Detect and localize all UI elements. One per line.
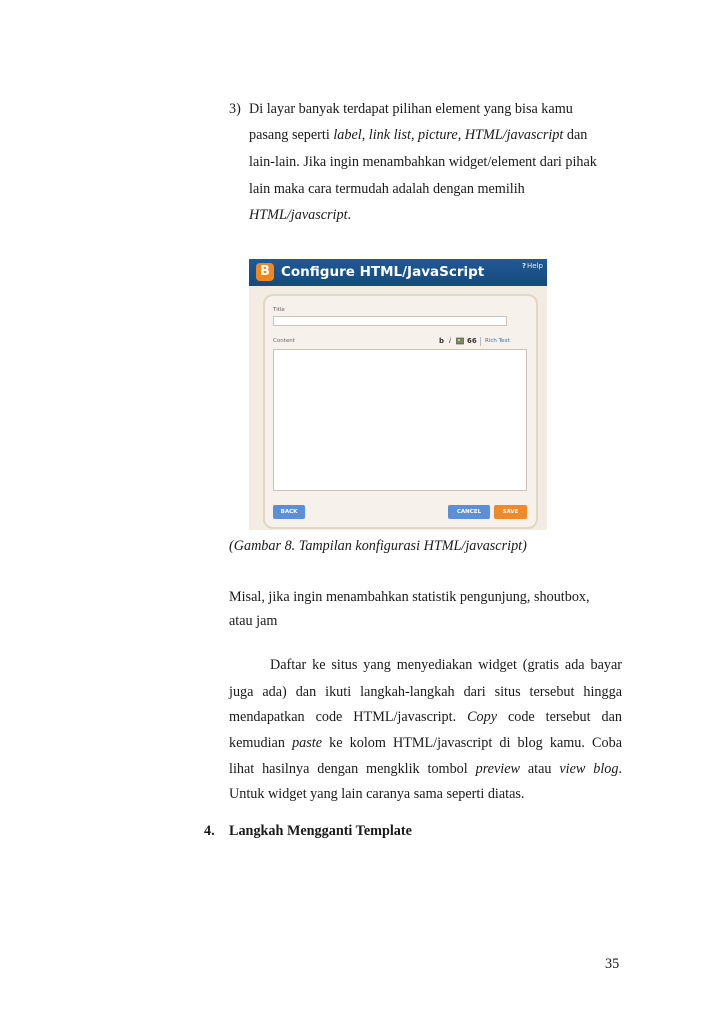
cancel-button[interactable]: CANCEL xyxy=(448,505,490,519)
para2-line-4: kemudian paste ke kolom HTML/javascript di blog kamu. Coba xyxy=(229,735,622,751)
image-icon[interactable] xyxy=(456,337,464,348)
help-link[interactable]: ?Help xyxy=(521,262,543,270)
content-label: Content xyxy=(273,338,295,344)
italic-button[interactable]: i xyxy=(449,337,451,345)
section-title: Langkah Mengganti Template xyxy=(229,823,412,839)
para2-line-1: Daftar ke situs yang menyediakan widget (gratis ada bayar xyxy=(270,657,622,673)
section-number: 4. xyxy=(204,823,215,839)
para1-line-1: Misal, jika ingin menambahkan statistik pengunjung, shoutbox, xyxy=(229,589,590,605)
para2-line-3: mendapatkan code HTML/javascript. Copy code tersebut dan xyxy=(229,709,622,725)
figure-caption: (Gambar 8. Tampilan konfigurasi HTML/javascript) xyxy=(229,538,527,554)
back-button[interactable]: BACK xyxy=(273,505,305,519)
bold-button[interactable]: b xyxy=(439,337,445,345)
item3-line-4: lain maka cara termudah adalah dengan memilih xyxy=(249,181,525,197)
toolbar-separator xyxy=(480,337,481,346)
dialog-title: Configure HTML/JavaScript xyxy=(281,264,485,280)
para2-line-2: juga ada) dan ikuti langkah-langkah dari situs tersebut hingga xyxy=(229,684,622,700)
item3-line-2: pasang seperti label, link list, picture, HTML/javascript dan xyxy=(249,127,588,143)
page-number: 35 xyxy=(605,956,620,972)
help-icon: ? xyxy=(521,262,527,270)
save-button[interactable]: SAVE xyxy=(494,505,527,519)
configure-html-javascript-screenshot xyxy=(249,259,547,530)
dialog-panel xyxy=(263,294,538,529)
title-label: Title xyxy=(273,307,285,313)
content-textarea[interactable] xyxy=(273,349,527,491)
rich-text-link[interactable]: Rich Text xyxy=(485,338,510,344)
dialog-header xyxy=(249,259,547,286)
item3-line-1: Di layar banyak terdapat pilihan element yang bisa kamu xyxy=(249,101,573,117)
title-input[interactable] xyxy=(273,316,507,326)
para2-line-6: Untuk widget yang lain caranya sama seperti diatas. xyxy=(229,786,525,802)
item3-line-5: HTML/javascript. xyxy=(249,207,352,223)
item3-line-3: lain-lain. Jika ingin menambahkan widget/element dari pihak xyxy=(249,154,597,170)
para2-line-5: lihat hasilnya dengan mengklik tombol preview atau view blog. xyxy=(229,761,622,777)
quote-button[interactable]: 66 xyxy=(467,337,477,345)
blogger-logo-icon: B xyxy=(256,263,274,281)
para1-line-2: atau jam xyxy=(229,613,278,629)
list-number-3: 3) xyxy=(229,101,241,117)
